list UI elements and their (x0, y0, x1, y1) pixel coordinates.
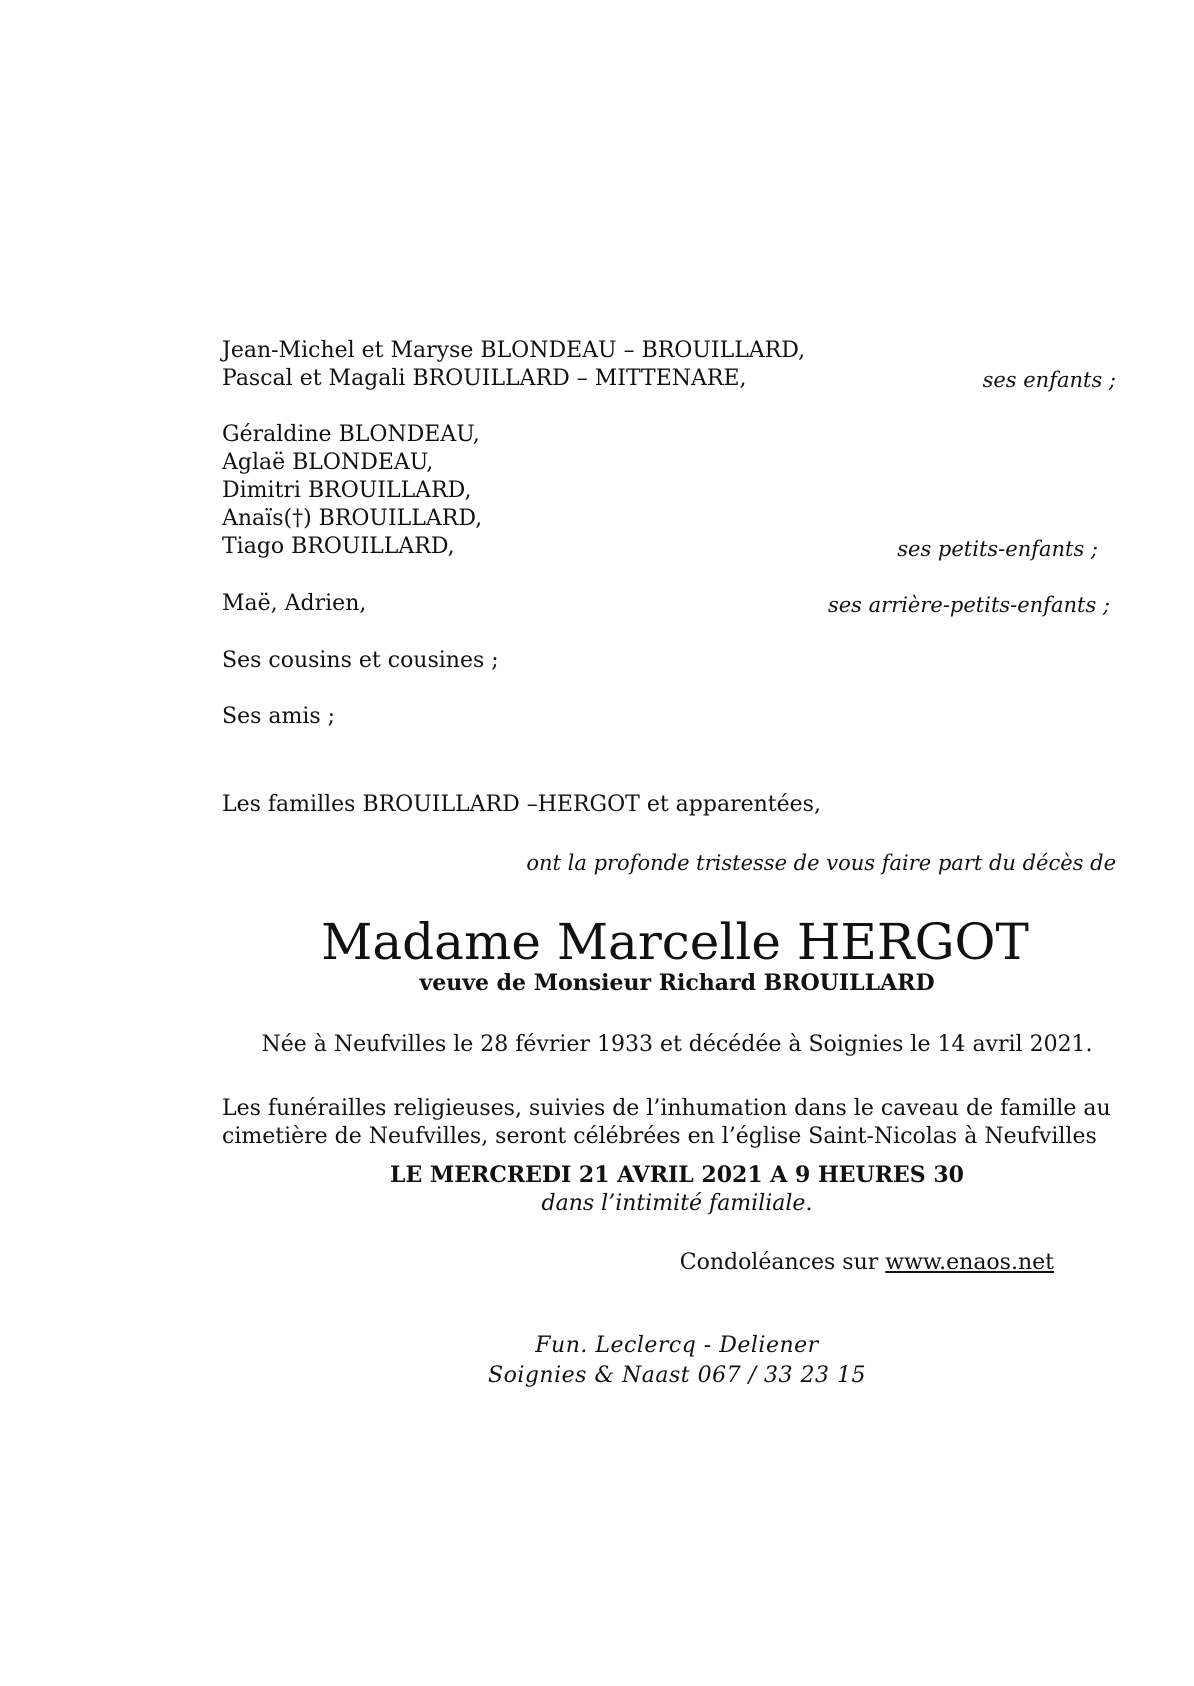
ceremony-note: dans l’intimité familiale. (541, 1191, 813, 1216)
birth-death-line: Née à Neufvilles le 28 février 1933 et décédée à Soignies le 14 avril 2021. (261, 1032, 1093, 1057)
funeral-home-name: Fun. Leclercq - Deliener (535, 1333, 819, 1358)
grandchild-name: Anaïs(†) BROUILLARD, (222, 506, 483, 531)
ceremony-datetime: LE MERCREDI 21 AVRIL 2021 A 9 HEURES 30 (390, 1162, 964, 1188)
condolences-line (680, 1249, 1054, 1277)
cousins-line: Ses cousins et cousines ; (222, 648, 499, 673)
grandchild-name: Géraldine BLONDEAU, (222, 422, 480, 447)
grandchild-name: Aglaë BLONDEAU, (222, 450, 434, 475)
condolences-link[interactable]: www.enaos.net (885, 1250, 1054, 1275)
children-label: ses enfants ; (982, 368, 1116, 392)
friends-line: Ses amis ; (222, 704, 336, 729)
funeral-line-2: cimetière de Neufvilles, seront célébrées en l’église Saint-Nicolas à Neufvilles (222, 1124, 1097, 1149)
grandchildren-label: ses petits-enfants ; (897, 537, 1098, 561)
children-line-2: Pascal et Magali BROUILLARD – MITTENARE, (222, 366, 747, 391)
families-line: Les familles BROUILLARD –HERGOT et apparentées, (222, 792, 821, 817)
funeral-home-contact: Soignies & Naast 067 / 33 23 15 (488, 1363, 866, 1388)
children-line-1: Jean-Michel et Maryse BLONDEAU – BROUILLARD, (222, 338, 806, 363)
grandchild-name: Tiago BROUILLARD, (222, 534, 455, 559)
great-grandchildren-names: Maë, Adrien, (222, 591, 367, 616)
deceased-name: Madame Marcelle HERGOT (321, 913, 1029, 971)
announcement-line: ont la profonde tristesse de vous faire part du décès de (526, 851, 1116, 875)
grandchild-name: Dimitri BROUILLARD, (222, 478, 472, 503)
condolences-prefix: Condoléances sur (679, 1250, 879, 1275)
great-grandchildren-label: ses arrière-petits-enfants ; (827, 593, 1110, 617)
funeral-line-1: Les funérailles religieuses, suivies de l’inhumation dans le caveau de famille au (222, 1096, 1111, 1121)
widow-of-line: veuve de Monsieur Richard BROUILLARD (419, 970, 935, 996)
